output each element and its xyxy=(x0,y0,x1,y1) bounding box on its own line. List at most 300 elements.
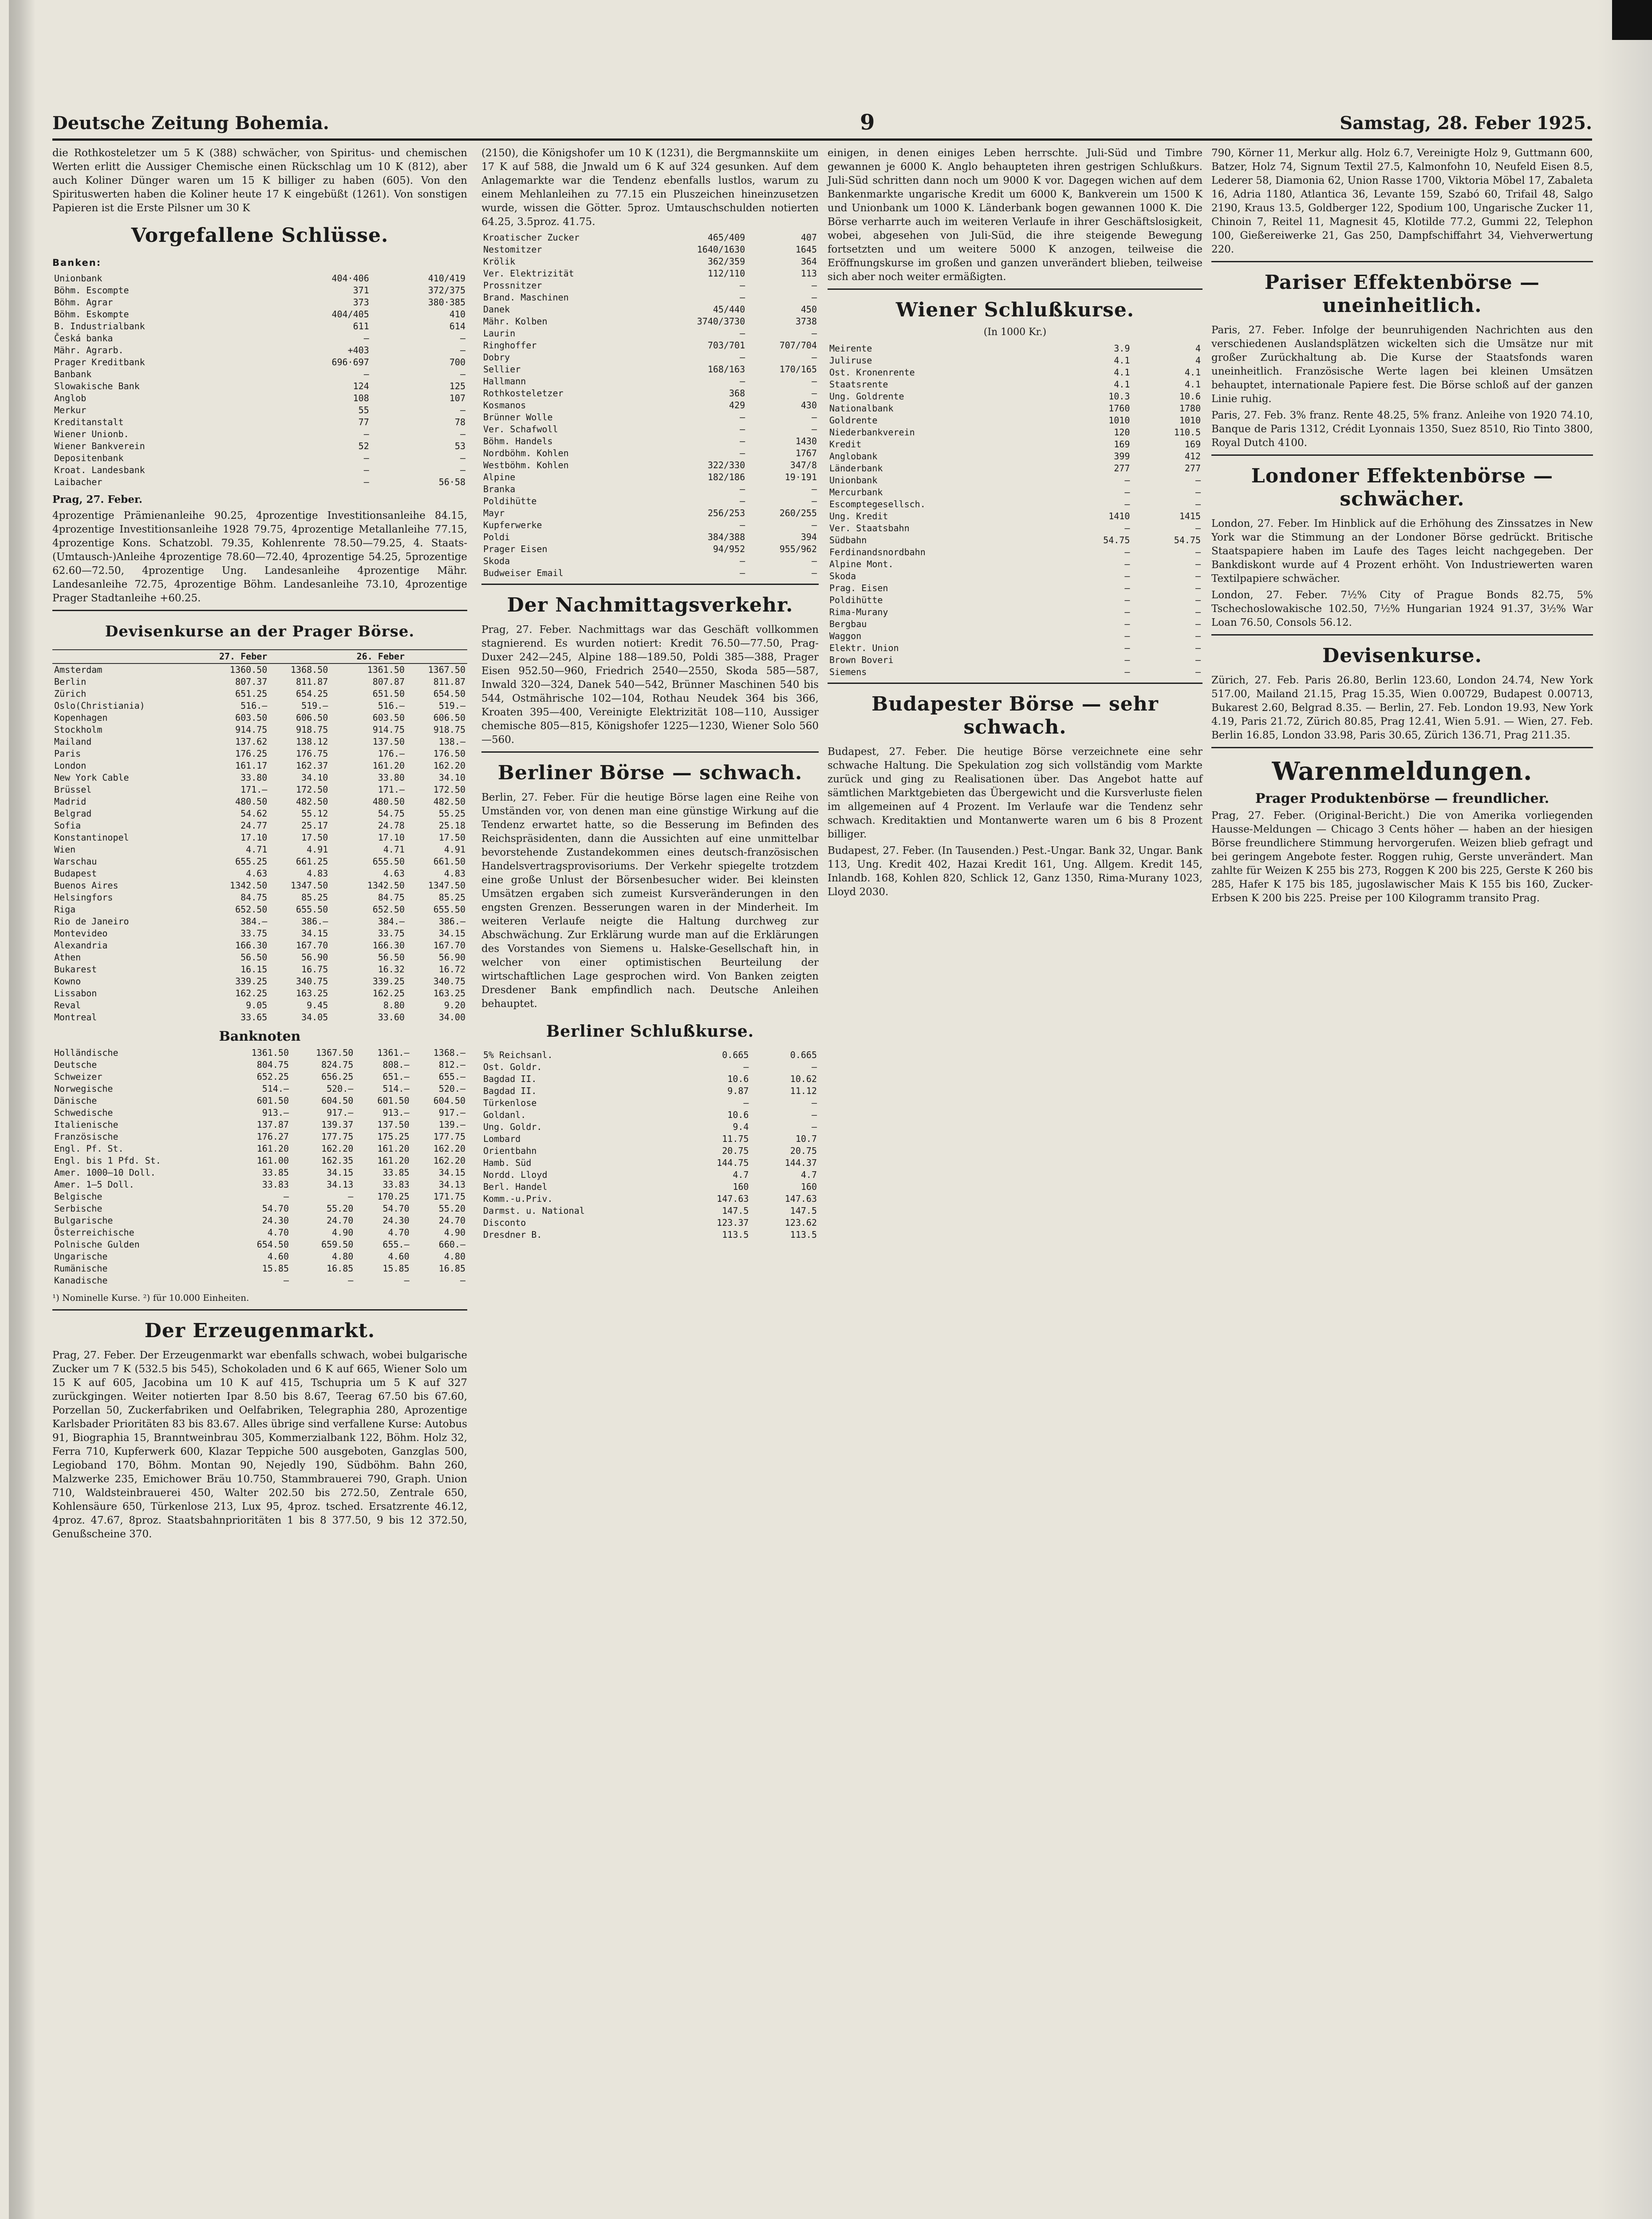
erzeugenmarkt-text: Prag, 27. Feber. Der Erzeugenmarkt war ebenfalls schwach, wobei bulgarische Zucker um 7 K (532.5 bis 545), Schokoladen und 6 K auf 665, Wiener Solo um 15 K auf 605, Jacobina um 10 K auf 415, Tschupria um 5 K auf 327 zurückgingen. Weiter notierten Ipar 8.50 bis 8.67, Teerag 67.50 bis 67.60, Porzellan 50, Zuckerfabriken und Oelfabriken, Telegraphia 280, Aprozentige Karlsbader Prioritäten 83 bis 83.67. Alles übrige sind verfallene Kurse: Autobus 91, Biographia 15, Branntweinbrau 305, Kommerzialbank 122, Böhm. Holz 32, Ferra 710, Kupferwerk 600, Klazar Teppiche 500 ausgeboten, Ganzglas 500, Legioband 170, Böhm. Montan 90, Nejedly 190, Südböhm. Bahn 260, Malzwerke 235, Emichower Bräu 10.750, Stammbrauerei 790, Graph. Union 710, Waldsteinbrauerei 450, Walter 202.50 bis 272.50, Zentrale 650, Kohlensäure 650, Türkenlose 213, Lux 95, 4proz. tsched. Ersatzrente 46.12, 4proz. 47.67, 8proz. Staatsbahnprioritäten 1 bis 8 377.50, 9 bis 12 372.50, Genußscheine 370. xyxy=(52,1350,467,1540)
banken-row-cell: Mähr. Agrarb. xyxy=(54,345,124,355)
schluesse-row-cell: 112/110 xyxy=(707,268,745,279)
devisen-row-cell: 16.75 xyxy=(301,964,328,975)
wiener-row-cell: 4.1 xyxy=(1114,379,1130,390)
banken-row-cell: 78 xyxy=(454,417,465,427)
devisen-row-cell: 384.— xyxy=(378,916,405,927)
devisen-row-cell: 480.50 xyxy=(235,796,268,807)
banknoten-row-cell: 913.— xyxy=(382,1107,410,1118)
devisen-row-cell: 167.70 xyxy=(433,940,465,951)
banken-row-cell: 404/405 xyxy=(331,309,369,320)
banken-row xyxy=(52,308,467,320)
devisen-row-cell: Belgrad xyxy=(54,808,92,819)
banknoten-row-cell: 1368.— xyxy=(433,1047,465,1058)
devisen-row-cell: 54.62 xyxy=(241,808,268,819)
wiener-row-cell: Anglobank xyxy=(829,451,878,462)
schluesse-row-cell: — xyxy=(740,352,745,363)
devisen-row-cell: London xyxy=(54,760,87,771)
schluesse-table-2 xyxy=(481,232,819,579)
berlin-schluss-row xyxy=(481,1193,819,1205)
wiener-row xyxy=(828,343,1203,355)
banknoten-row xyxy=(52,1131,467,1143)
berlin-schluss-row-cell: Goldanl. xyxy=(483,1110,526,1120)
schluesse-row-cell: Nestomitzer xyxy=(483,244,542,255)
banknoten-row xyxy=(52,1107,467,1119)
schluesse-row-cell: Dobry xyxy=(483,352,510,363)
wiener-row-cell: — xyxy=(1124,559,1130,569)
berlin-schluss-row xyxy=(481,1061,819,1073)
budapest-text: Budapest, 27. Feber. Die heutige Börse verzeichnete eine sehr schwache Haltung. Die Spekulation zog sich vollständig vom Markte zurück und ging zu Realisationen über. Das Angebot hatte auf sämtlichen Marktgebieten das Übergewicht und die Kursverluste fielen im allgemeinen auf 4 Prozent. Im Verlaufe war die Tendenz sehr schwach. Kreditaktien und Montanwerte waren um 6 bis 8 Prozent billiger. xyxy=(828,746,1203,840)
schluesse-row-cell: 707/704 xyxy=(779,340,817,351)
banknoten-row-cell: 139.— xyxy=(438,1119,465,1130)
banken-row-cell: 108 xyxy=(353,393,369,403)
banknoten-row-cell: Belgische xyxy=(54,1191,103,1202)
banknoten-row-cell: 1367.50 xyxy=(316,1047,354,1058)
devisen-row-cell: 24.77 xyxy=(241,820,268,831)
banknoten-row xyxy=(52,1119,467,1131)
schluesse-row-cell: 113 xyxy=(800,268,817,279)
wiener-row-cell: — xyxy=(1124,487,1130,497)
banken-row xyxy=(52,296,467,308)
divider xyxy=(481,584,819,585)
schluesse-row xyxy=(481,244,819,256)
devisen-row-cell: 163.25 xyxy=(296,988,328,999)
wiener-row-cell: Staatsrente xyxy=(829,379,888,390)
berlin-schluss-row-cell: 10.6 xyxy=(727,1074,749,1084)
schluesse-row xyxy=(481,340,819,351)
banken-row xyxy=(52,332,467,344)
devisen-row xyxy=(52,663,467,676)
devisen-row-cell: 33.80 xyxy=(241,772,268,783)
banknoten-row-cell: 33.83 xyxy=(382,1179,410,1190)
devisen-row-cell: New York Cable xyxy=(54,772,129,783)
banknoten-row-cell: 139.37 xyxy=(321,1119,354,1130)
banken-row-cell: +403 xyxy=(347,345,369,355)
schluesse-row-cell: 45/440 xyxy=(713,304,745,315)
devisen-row-cell: 34.05 xyxy=(301,1012,328,1023)
devisen-row-cell: 918.75 xyxy=(433,724,465,735)
devisen-row-cell: 603.50 xyxy=(372,712,405,723)
wiener-row xyxy=(828,534,1203,546)
wiener-row-cell: Brown Boveri xyxy=(829,655,894,665)
wiener-row-cell: — xyxy=(1124,619,1130,629)
column-1 xyxy=(52,146,467,1544)
schluesse-row xyxy=(481,280,819,292)
banken-row-cell: — xyxy=(363,333,369,344)
devisen-row-cell: 171.— xyxy=(241,784,268,795)
banknoten-row-cell: — xyxy=(283,1275,289,1286)
devisen-row-cell: 4.91 xyxy=(444,844,465,855)
wiener-row-cell: 169 xyxy=(1184,439,1201,450)
wiener-row-cell: 1010 xyxy=(1108,415,1130,426)
wiener-schluss-table xyxy=(828,343,1203,678)
wiener-row-cell: Mercurbank xyxy=(829,487,883,497)
banken-row-cell: Prager Kreditbank xyxy=(54,357,145,367)
banken-row-cell: — xyxy=(460,429,465,439)
wiener-row-cell: Ung. Kredit xyxy=(829,511,888,521)
schluesse-row-cell: Brünner Wolle xyxy=(483,412,553,422)
wiener-row-cell: Unionbank xyxy=(829,475,878,486)
wiener-row-cell: — xyxy=(1195,643,1201,653)
wiener-row-cell: — xyxy=(1124,643,1130,653)
devisen-row-cell: 339.25 xyxy=(372,976,405,987)
wiener-row-cell: 169 xyxy=(1114,439,1130,450)
devisen-row-cell: 54.75 xyxy=(378,808,405,819)
banknoten-row-cell: 161.20 xyxy=(256,1143,289,1154)
schluesse-row xyxy=(481,363,819,375)
berlin-schluss-row-cell: Dresdner B. xyxy=(483,1229,542,1240)
schluesse-row-cell: — xyxy=(811,388,817,399)
devisen-row-cell: 811.87 xyxy=(433,676,465,687)
devisen-row-cell: 34.00 xyxy=(438,1012,465,1023)
devisen-column-header: 26. Feber xyxy=(330,650,406,663)
banknoten-row xyxy=(52,1095,467,1107)
devisen-row xyxy=(52,784,467,796)
berlin-schluss-row-cell: 9.4 xyxy=(733,1121,749,1132)
berlin-schluss-row xyxy=(481,1109,819,1121)
devisen-row-cell: Alexandria xyxy=(54,940,108,951)
devisen-row-cell: 56.90 xyxy=(301,952,328,963)
wiener-row-cell: 1410 xyxy=(1108,511,1130,521)
schluesse-row xyxy=(481,423,819,435)
banken-row-cell: — xyxy=(460,405,465,415)
banken-row-cell: Anglob xyxy=(54,393,87,403)
wiener-row-cell: Meirente xyxy=(829,343,872,354)
devisen-row-cell: 25.18 xyxy=(438,820,465,831)
schluesse-row xyxy=(481,435,819,447)
banknoten-row-cell: 16.85 xyxy=(438,1263,465,1274)
devisen-row-cell: 386.— xyxy=(438,916,465,927)
devisen-row-cell: 56.50 xyxy=(378,952,405,963)
berlin-schluss-row xyxy=(481,1181,819,1193)
schluesse-row-cell: 3740/3730 xyxy=(697,316,745,327)
devisen-row-cell: 56.90 xyxy=(438,952,465,963)
wiener-row-cell: Niederbankverein xyxy=(829,427,915,438)
banknoten-row-cell: 660.— xyxy=(438,1239,465,1250)
devisen-row-cell: 161.17 xyxy=(235,760,268,771)
schluesse-row xyxy=(481,328,819,340)
banknoten-label: Banknoten xyxy=(219,1029,301,1044)
schluesse-row-cell: Kroatischer Zucker xyxy=(483,232,580,243)
banken-row-cell: Unionbank xyxy=(54,273,103,284)
wiener-row xyxy=(828,367,1203,379)
schluesse-row xyxy=(481,292,819,304)
banknoten-row xyxy=(52,1251,467,1263)
devisen-row-cell: Kowno xyxy=(54,976,81,987)
berlin-schluss-row xyxy=(481,1121,819,1133)
banknoten-row-cell: 4.90 xyxy=(332,1227,354,1238)
banken-row-cell: 56·58 xyxy=(438,477,465,487)
banknoten-table xyxy=(52,1047,467,1287)
banken-row-cell: 55 xyxy=(358,405,369,415)
banknoten-row-cell: 4.60 xyxy=(388,1251,410,1262)
devisen-row-cell: 661.50 xyxy=(433,856,465,867)
schluesse-row-cell: Mayr xyxy=(483,508,505,518)
banknoten-row-cell: 520.— xyxy=(438,1083,465,1094)
banknoten-row-cell: 1361.— xyxy=(377,1047,410,1058)
wiener-row-cell: 277 xyxy=(1114,463,1130,474)
banken-row xyxy=(52,368,467,380)
banknoten-row-cell: 33.83 xyxy=(262,1179,289,1190)
wiener-row-cell: 4 xyxy=(1195,343,1201,354)
banknoten-row-cell: 604.50 xyxy=(321,1095,354,1106)
devisen-row-cell: 606.50 xyxy=(296,712,328,723)
banknoten-row-cell: 162.20 xyxy=(321,1143,354,1154)
banknoten-row-cell: Ungarische xyxy=(54,1251,108,1262)
schluesse-row xyxy=(481,351,819,363)
column-2 xyxy=(481,146,819,1245)
wiener-row xyxy=(828,403,1203,415)
berlin-schluss-row-cell: 123.37 xyxy=(717,1217,749,1228)
banknoten-row-cell: 604.50 xyxy=(433,1095,465,1106)
banknoten-row-cell: Norwegische xyxy=(54,1083,113,1094)
banknoten-row-cell: Serbische xyxy=(54,1203,103,1214)
berlin-schluss-row-cell: 0.665 xyxy=(790,1050,817,1060)
berlin-schluss-row xyxy=(481,1217,819,1229)
berlin-schluss-row-cell: 5% Reichsanl. xyxy=(483,1050,553,1060)
berlin-schluss-row xyxy=(481,1169,819,1181)
schluesse-row-cell: Prossnitzer xyxy=(483,280,542,291)
schluesse-row-cell: 362/359 xyxy=(707,256,745,267)
devisen-row-cell: Madrid xyxy=(54,796,87,807)
devisen-table xyxy=(52,649,467,1023)
schluesse-row-cell: — xyxy=(811,412,817,422)
banken-row-cell: 107 xyxy=(449,393,465,403)
wiener-row xyxy=(828,426,1203,438)
devisen-row-cell: 16.15 xyxy=(241,964,268,975)
devisen-row-cell: Helsingfors xyxy=(54,892,113,903)
banknoten-row-cell: 54.70 xyxy=(262,1203,289,1214)
wiener-row-cell: Südbahn xyxy=(829,535,867,545)
devisen-row xyxy=(52,880,467,892)
banken-row-cell: Merkur xyxy=(54,405,87,415)
devisen-row-cell: 651.25 xyxy=(235,688,268,699)
wiener-row-cell: — xyxy=(1124,547,1130,557)
schluesse-row xyxy=(481,447,819,459)
banken-row-cell: 410/419 xyxy=(428,273,465,284)
schluesse-row-cell: 19·191 xyxy=(785,472,817,482)
banken-row-cell: Böhm. Agrar xyxy=(54,297,113,308)
banknoten-row-cell: — xyxy=(460,1275,465,1286)
schluesse-row xyxy=(481,495,819,507)
schluesse-row-cell: 347/8 xyxy=(790,460,817,470)
devisen-row-cell: 162.37 xyxy=(296,760,328,771)
paris-text: Paris, 27. Feber. Infolge der beunruhigenden Nachrichten aus den verschiedenen Auslandsplätzen wickelten sich die Umsätze nur mit großer Zurückhaltung ab. Die Kurse der Staatsfonds waren uneinheitlich. Französische Werte lagen bei kleinen Umsätzen behauptet, internationale Papiere fest. Die Börse schloß auf der ganzen Linie ruhig. xyxy=(1211,324,1593,405)
devisen-row xyxy=(52,724,467,736)
banknoten-row-cell: 171.75 xyxy=(433,1191,465,1202)
wiener-row-cell: Ung. Goldrente xyxy=(829,391,904,402)
berlin-schluss-row-cell: 123.62 xyxy=(785,1217,817,1228)
section-heading-berlin-schluss: Berliner Schlußkurse. xyxy=(546,1022,754,1041)
devisen-row-cell: 163.25 xyxy=(433,988,465,999)
banknoten-row xyxy=(52,1191,467,1203)
schluesse-row-cell: Alpine xyxy=(483,472,516,482)
wiener-row-cell: Länderbank xyxy=(829,463,883,474)
banknoten-row-cell: 162.20 xyxy=(433,1143,465,1154)
devisen-row xyxy=(52,940,467,952)
devisen-row-cell: 33.80 xyxy=(378,772,405,783)
devisen-row-cell: 914.75 xyxy=(372,724,405,735)
devisen-row-cell: Konstantinopel xyxy=(54,832,129,843)
banknoten-row-cell: 34.15 xyxy=(438,1167,465,1178)
banken-row-cell: 371 xyxy=(353,285,369,296)
devisen-row xyxy=(52,796,467,808)
wiener-row xyxy=(828,474,1203,486)
wiener-row-cell: Siemens xyxy=(829,667,867,677)
page-number: 9 xyxy=(860,110,875,135)
banken-row-cell: Depositenbank xyxy=(54,453,124,463)
wiener-row xyxy=(828,462,1203,474)
schluesse-row-cell: 384/388 xyxy=(707,532,745,542)
wiener-row xyxy=(828,654,1203,666)
banknoten-row-cell: 176.27 xyxy=(256,1131,289,1142)
schluesse-row-cell: Rothkosteletzer xyxy=(483,388,564,399)
schluesse-row-cell: 322/330 xyxy=(707,460,745,470)
wiener-row-cell: Waggon xyxy=(829,631,862,641)
banknoten-row-cell: — xyxy=(283,1191,289,1202)
devisen-row xyxy=(52,748,467,760)
berlin-schluss-row xyxy=(481,1133,819,1145)
devisen-row xyxy=(52,1011,467,1023)
schluesse-row-cell: 170/165 xyxy=(779,364,817,375)
wiener-row-cell: — xyxy=(1124,475,1130,486)
devisen-row-cell: 176.50 xyxy=(433,748,465,759)
devisen-row-cell: 918.75 xyxy=(296,724,328,735)
banknoten-row-cell: 34.15 xyxy=(327,1167,354,1178)
wiener-row-cell: — xyxy=(1195,475,1201,486)
schluesse-row-cell: Budweiser Email xyxy=(483,568,564,578)
schluesse-row-cell: 364 xyxy=(800,256,817,267)
berlin-schluss-row-cell: 4.7 xyxy=(800,1169,817,1180)
schluesse-row-cell: Kosmanos xyxy=(483,400,526,411)
wiener-row xyxy=(828,498,1203,510)
banken-row-cell: — xyxy=(363,429,369,439)
devisen-row-cell: 162.25 xyxy=(235,988,268,999)
devisen-row-cell: 519.— xyxy=(301,700,328,711)
divider xyxy=(1211,634,1593,636)
devisen-row-cell: 84.75 xyxy=(241,892,268,903)
wiener-row xyxy=(828,379,1203,391)
schluesse-row-cell: Nordböhm. Kohlen xyxy=(483,448,569,458)
schluesse-row-cell: 3738 xyxy=(795,316,817,327)
section-heading-produktenboerse: Prager Produktenbörse — freundlicher. xyxy=(1255,791,1549,806)
section-heading-nachmittag: Der Nachmittagsverkehr. xyxy=(507,594,793,616)
schluesse-row xyxy=(481,507,819,519)
devisen-row-cell: 655.50 xyxy=(433,904,465,915)
schluesse-row-cell: — xyxy=(740,568,745,578)
berlin-schluss-row-cell: Ost. Goldr. xyxy=(483,1062,542,1072)
devisen-row-cell: 4.71 xyxy=(246,844,268,855)
wiener-row-cell: Alpine Mont. xyxy=(829,559,894,569)
devisen-row-cell: 807.37 xyxy=(235,676,268,687)
wiener-row-cell: — xyxy=(1195,667,1201,677)
banken-row-cell: 404·406 xyxy=(331,273,369,284)
wiener-row-cell: — xyxy=(1124,655,1130,665)
devisen-row-cell: Reval xyxy=(54,1000,81,1011)
banknoten-row xyxy=(52,1047,467,1059)
banknoten-row-cell: Amer. 1000—10 Doll. xyxy=(54,1167,156,1178)
banknoten-row-cell: 161.20 xyxy=(377,1155,410,1166)
devisen-row-cell: 516.— xyxy=(378,700,405,711)
devisen-row-cell: 33.75 xyxy=(241,928,268,939)
devisen-row-cell: 807.87 xyxy=(372,676,405,687)
schluesse-row xyxy=(481,531,819,543)
wiener-row-cell: 10.6 xyxy=(1179,391,1201,402)
wiener-row xyxy=(828,546,1203,558)
devisen-row-cell: 171.— xyxy=(378,784,405,795)
wiener-row-cell: — xyxy=(1195,487,1201,497)
banknoten-row-cell: 4.90 xyxy=(444,1227,465,1238)
banknoten-row-cell: 54.70 xyxy=(382,1203,410,1214)
devisen-row-cell: 8.80 xyxy=(383,1000,405,1011)
devisen-row xyxy=(52,963,467,975)
wiener-row xyxy=(828,486,1203,498)
banknoten-row-cell: Schweizer xyxy=(54,1071,103,1082)
devisen-row-cell: 340.75 xyxy=(296,976,328,987)
devisen-row-cell: Buenos Aires xyxy=(54,880,118,891)
devisen-row-cell: 137.50 xyxy=(372,736,405,747)
banknoten-row-cell: Engl. Pf. St. xyxy=(54,1143,124,1154)
banken-row-cell: 700 xyxy=(449,357,465,367)
schluesse-row-cell: 168/163 xyxy=(707,364,745,375)
banknoten-row-cell: 162.20 xyxy=(433,1155,465,1166)
wiener-row-cell: Ver. Staatsbahn xyxy=(829,523,910,533)
schluesse-row-cell: — xyxy=(740,556,745,566)
devisen-row-cell: 4.83 xyxy=(307,868,328,879)
devisen-row-cell: 655.25 xyxy=(235,856,268,867)
devisen-row-cell: 85.25 xyxy=(301,892,328,903)
schluesse-row-cell: 1430 xyxy=(795,436,817,446)
berlin-schluss-row-cell: Ung. Goldr. xyxy=(483,1121,542,1132)
wiener-row-cell: — xyxy=(1195,559,1201,569)
devisen-row-cell: 4.83 xyxy=(444,868,465,879)
banken-row-cell: 53 xyxy=(454,441,465,451)
schluesse-row xyxy=(481,316,819,328)
schluesse-row xyxy=(481,256,819,268)
banknoten-row-cell: 4.80 xyxy=(332,1251,354,1262)
banknoten-row-cell: 654.50 xyxy=(256,1239,289,1250)
wiener-row xyxy=(828,642,1203,654)
berlin-schluss-row xyxy=(481,1097,819,1109)
budapest-kurse-continued: 790, Körner 11, Merkur allg. Holz 6.7, Vereinigte Holz 9, Guttmann 600, Batzer, Holz 74, Signum Textil 27.5, Kalmonfohn 10, Neufeld Eisen 8.5, Lederer 58, Diamonia 62, Union Rasse 1700, Viktoria Möbel 17, Zabaleta 16, Adria 1180, Atlantica 36, Levante 159, Szabó 60, Trifail 48, Salgo 2190, Kraus 13.5, Goldberger 122, Spodium 100, Ungarische Zucker 11, Chinoin 7, Reitel 11, Magnesit 45, Klotilde 77.2, Gummi 22, Telephon 100, Gießereiwerke 21, Gas 250, Dampfschiffahrt 34, Viehverwertung 220. xyxy=(1211,147,1593,255)
banknoten-row-cell: 917.— xyxy=(438,1107,465,1118)
berlin-schluss-row-cell: 144.75 xyxy=(717,1157,749,1168)
banken-row xyxy=(52,356,467,368)
banken-row-cell: Kreditanstalt xyxy=(54,417,124,427)
schluesse-row-cell: 955/962 xyxy=(779,544,817,554)
devisen-row xyxy=(52,975,467,987)
devisen-row xyxy=(52,999,467,1011)
wiener-row-cell: — xyxy=(1195,655,1201,665)
devisen-row-cell: 4.63 xyxy=(246,868,268,879)
wiener-row-cell: Bergbau xyxy=(829,619,867,629)
banknoten-row-cell: 33.85 xyxy=(382,1167,410,1178)
section-heading-erzeugenmarkt: Der Erzeugenmarkt. xyxy=(144,1319,375,1342)
banken-row xyxy=(52,284,467,296)
banken-row-cell: — xyxy=(363,369,369,379)
wiener-row xyxy=(828,570,1203,582)
banknoten-row-cell: 175.25 xyxy=(377,1131,410,1142)
berlin-schluss-row xyxy=(481,1073,819,1085)
column-4 xyxy=(1211,146,1593,908)
wiener-row-cell: — xyxy=(1124,583,1130,593)
wiener-row-cell: Kredit xyxy=(829,439,862,450)
wiener-row xyxy=(828,438,1203,450)
wiener-row-cell: 4.1 xyxy=(1114,367,1130,378)
banknoten-row-cell: Amer. 1—5 Doll. xyxy=(54,1179,134,1190)
section-heading-wiener-schluss: Wiener Schlußkurse. xyxy=(895,299,1135,321)
wiener-row xyxy=(828,594,1203,606)
banken-row-cell: Laibacher xyxy=(54,477,103,487)
